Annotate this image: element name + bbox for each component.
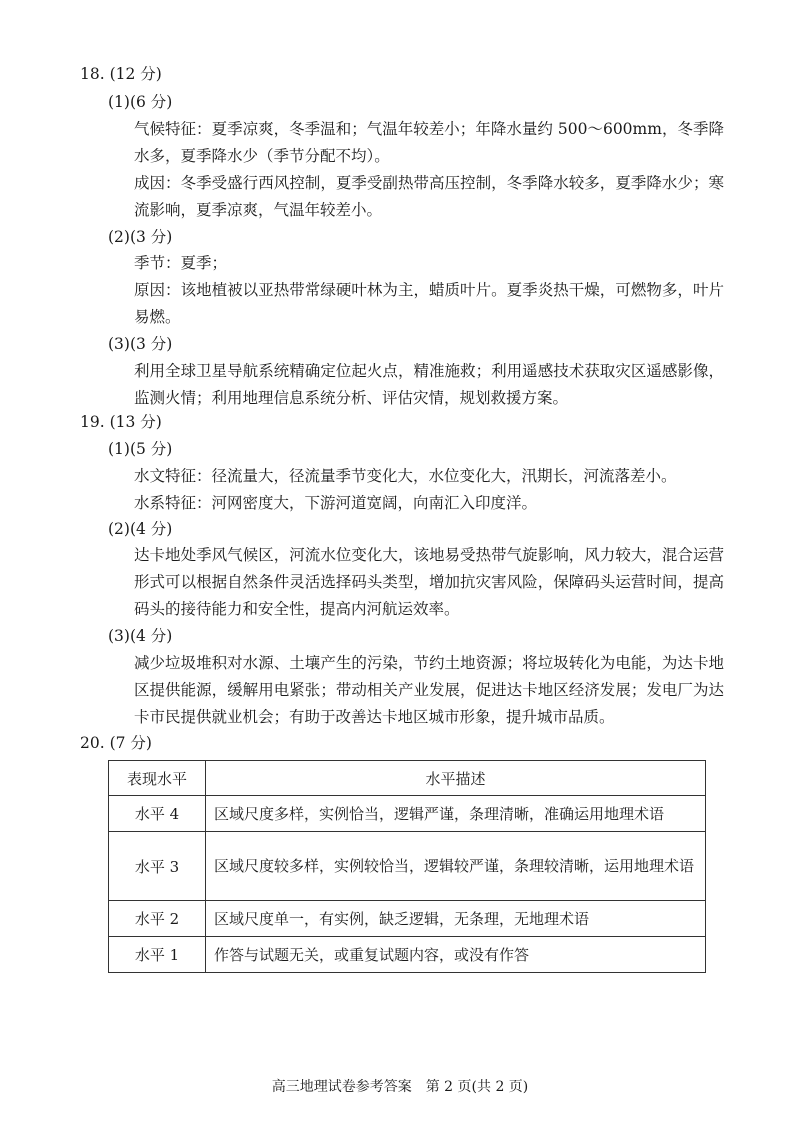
description-cell: 区域尺度多样，实例恰当，逻辑严谨，条理清晰，准确运用地理术语 bbox=[206, 796, 706, 832]
level-cell: 水平 4 bbox=[109, 796, 206, 832]
q19-part2-heading: (2)(4 分) bbox=[108, 520, 173, 538]
q18-part3-text: 利用全球卫星导航系统精确定位起火点，精准施救；利用遥感技术获取灾区遥感影像，监测火情；利用地理信息系统分析、评估灾情，规划救援方案。 bbox=[134, 362, 724, 407]
q18-part2-reason: 原因：该地植被以亚热带常绿硬叶林为主，蜡质叶片。夏季炎热干燥，可燃物多，叶片易燃。 bbox=[134, 281, 724, 326]
q20-heading: 20. (7 分) bbox=[80, 734, 152, 752]
table-header-level: 表现水平 bbox=[109, 761, 206, 796]
description-cell: 区域尺度单一，有实例，缺乏逻辑，无条理，无地理术语 bbox=[206, 901, 706, 937]
description-cell: 区域尺度较多样，实例较恰当，逻辑较严谨，条理较清晰，运用地理术语 bbox=[206, 832, 706, 901]
scoring-table bbox=[108, 760, 706, 973]
q18-part2-heading: (2)(3 分) bbox=[108, 228, 173, 246]
page-footer: 高三地理试卷参考答案 第 2 页(共 2 页) bbox=[271, 1079, 529, 1095]
q18-part1-climate: 气候特征：夏季凉爽，冬季温和；气温年较差小；年降水量约 500～600mm，冬季降水多，夏季降水少（季节分配不均）。 bbox=[134, 120, 724, 165]
q19-part2-text: 达卡地处季风气候区，河流水位变化大，该地易受热带气旋影响，风力较大，混合运营形式可以根据自然条件灵活选择码头类型，增加抗灾害风险，保障码头运营时间，提高码头的接待能力和安全性，提高内河航运效率。 bbox=[134, 546, 724, 618]
level-cell: 水平 2 bbox=[109, 901, 206, 937]
q18-part2-season: 季节：夏季； bbox=[134, 254, 228, 272]
q19-part1-hydro: 水文特征：径流量大，径流量季节变化大，水位变化大，汛期长，河流落差小。 bbox=[134, 467, 677, 485]
table-header-row bbox=[109, 761, 706, 796]
description-cell: 作答与试题无关，或重复试题内容，或没有作答 bbox=[206, 937, 706, 973]
table-header-description: 水平描述 bbox=[206, 761, 706, 796]
table-row bbox=[109, 937, 706, 973]
q18-part1-heading: (1)(6 分) bbox=[108, 93, 173, 111]
q19-part1-system: 水系特征：河网密度大，下游河道宽阔，向南汇入印度洋。 bbox=[134, 494, 538, 512]
q18-part3-heading: (3)(3 分) bbox=[108, 335, 173, 353]
table-row bbox=[109, 796, 706, 832]
table-row bbox=[109, 901, 706, 937]
q19-heading: 19. (13 分) bbox=[80, 413, 162, 431]
q19-part3-text: 减少垃圾堆积对水源、土壤产生的污染，节约土地资源；将垃圾转化为电能，为达卡地区提供能源，缓解用电紧张；带动相关产业发展，促进达卡地区经济发展；发电厂为达卡市民提供就业机会；有助于改善达卡地区城市形象，提升城市品质。 bbox=[134, 654, 724, 726]
table-row bbox=[109, 832, 706, 901]
q19-part1-heading: (1)(5 分) bbox=[108, 440, 173, 458]
level-cell: 水平 1 bbox=[109, 937, 206, 973]
q19-part3-heading: (3)(4 分) bbox=[108, 627, 173, 645]
q18-heading: 18. (12 分) bbox=[80, 65, 162, 83]
q18-part1-cause: 成因：冬季受盛行西风控制，夏季受副热带高压控制，冬季降水较多，夏季降水少；寒流影响，夏季凉爽，气温年较差小。 bbox=[134, 174, 724, 219]
level-cell: 水平 3 bbox=[109, 832, 206, 901]
